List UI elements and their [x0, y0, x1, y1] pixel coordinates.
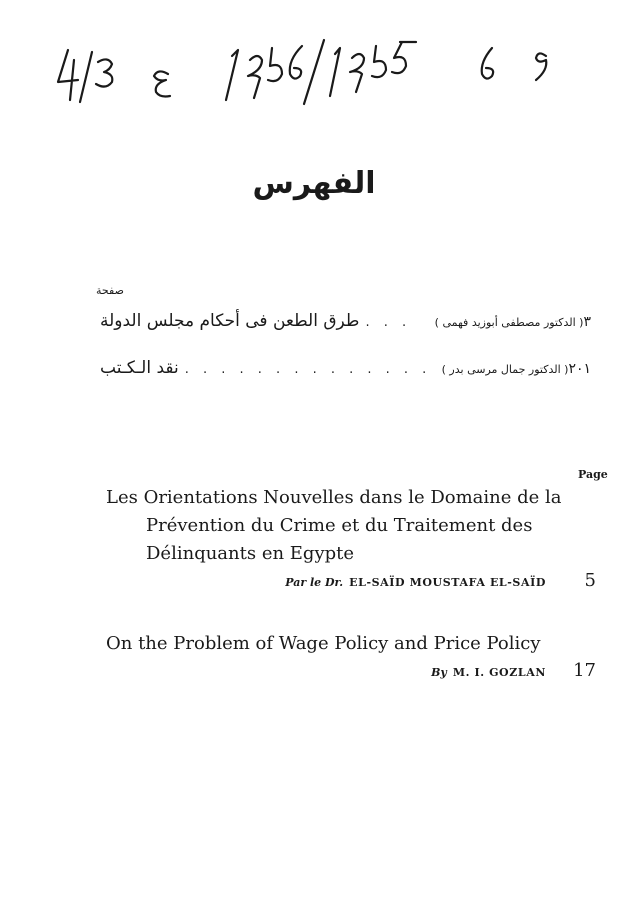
arabic-entry-dots: . . . . . . . . . . . . . . [184, 362, 432, 377]
latin-toc-entry [106, 484, 596, 591]
arabic-toc-entry [100, 358, 605, 386]
entry-page-number: 17 [573, 660, 596, 681]
entry-title [106, 484, 596, 568]
arabic-entry-page: ٢٠١ [568, 361, 591, 377]
entry-by-label: By [431, 666, 447, 679]
arabic-entry-title: طرق الطعن فى أحكام مجلس الدولة [100, 311, 360, 331]
handwritten-note-image [40, 30, 580, 110]
entry-title-line: Prévention du Crime et du Traitement des [146, 515, 533, 536]
entry-author: M. I. GOZLAN [452, 666, 546, 679]
entry-page-number: 5 [584, 570, 596, 591]
latin-toc-entry [106, 630, 596, 681]
arabic-entry-author: ( الدكتور مصطفى أبوزيد فهمى ) [434, 316, 584, 329]
latin-page-heading: Page [578, 468, 608, 481]
entry-title [106, 630, 596, 658]
entry-by-label: Par le Dr. [285, 576, 344, 589]
arabic-entry-page: ٣ [583, 314, 591, 330]
handwritten-note [40, 30, 580, 110]
arabic-page-heading: صفحة [96, 284, 124, 297]
entry-title-line: Les Orientations Nouvelles dans le Domaine de la [106, 487, 562, 508]
entry-author: EL-SAÏD MOUSTAFA EL-SAÏD [349, 576, 546, 589]
entry-author-line [106, 660, 596, 681]
entry-title-line: Délinquants en Egypte [146, 543, 355, 564]
arabic-toc-entry [100, 311, 605, 339]
arabic-toc-title: الفهرس [252, 166, 376, 201]
entry-author-line [106, 570, 596, 591]
arabic-entry-dots: . . . [365, 315, 412, 330]
arabic-entry-author: ( الدكتور جمال مرسى بدر ) [441, 363, 569, 376]
arabic-entry-title: نقد الـكـتب [100, 358, 179, 378]
entry-title-line: On the Problem of Wage Policy and Price Policy [106, 633, 541, 654]
